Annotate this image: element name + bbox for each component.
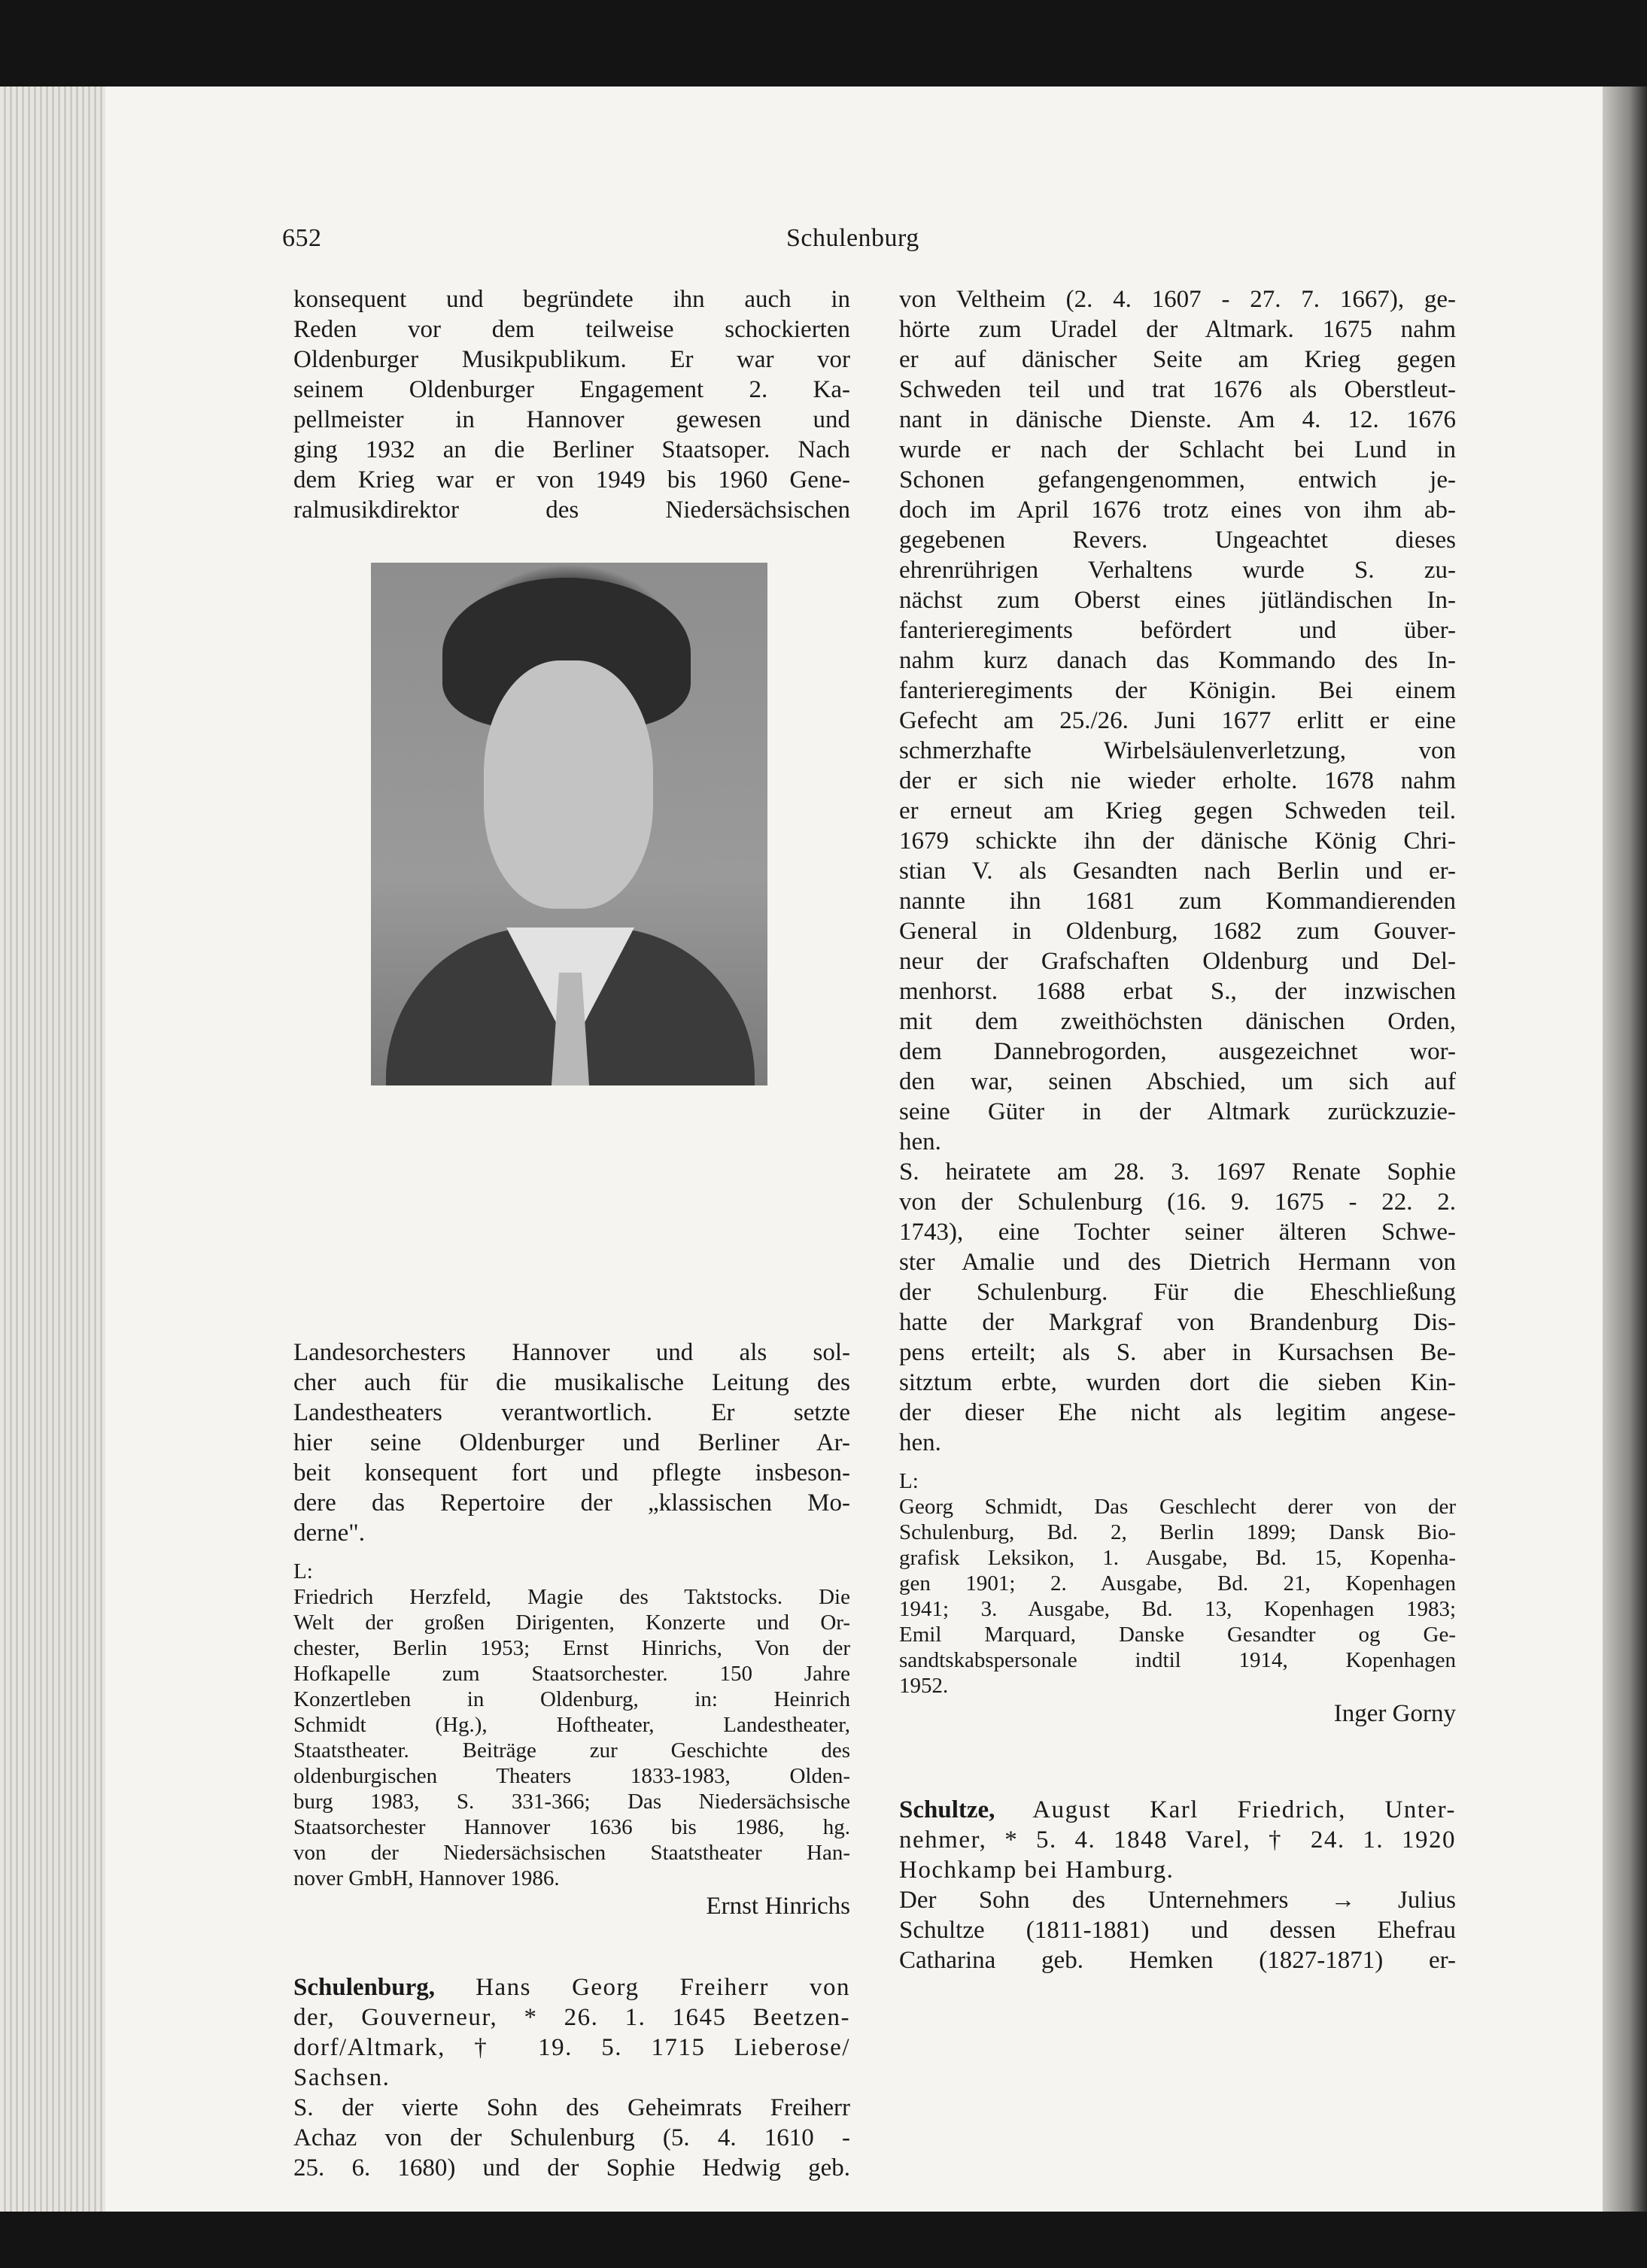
lit-line: Staatsorchester Hannover 1636 bis 1986, hg. bbox=[293, 1815, 850, 1839]
schulenburg-marriage-paragraph bbox=[899, 1157, 1456, 1458]
text-line: Achaz von der Schulenburg (5. 4. 1610 - bbox=[293, 2124, 850, 2151]
text-line: Reden vor dem teilweise schockierten bbox=[293, 316, 850, 343]
text-line: Landestheaters verantwortlich. Er setzte bbox=[293, 1399, 850, 1426]
entry-header-line bbox=[899, 1795, 1456, 1825]
text-line: seinem Oldenburger Engagement 2. Ka- bbox=[293, 376, 850, 403]
entry-header-rest: dorf/Altmark, † 19. 5. 1715 Lieberose/ bbox=[293, 2034, 850, 2061]
text-line: sitztum erbte, wurden dort die sieben Kin- bbox=[899, 1369, 1456, 1396]
text-line: dem Dannebrogorden, ausgezeichnet wor- bbox=[899, 1038, 1456, 1065]
lit-line: oldenburgischen Theaters 1833-1983, Olden- bbox=[293, 1764, 850, 1788]
text-line: Gefecht am 25./26. Juni 1677 erlitt er eine bbox=[899, 707, 1456, 734]
literature-label: L: bbox=[293, 1559, 313, 1583]
author-signature: Ernst Hinrichs bbox=[706, 1893, 850, 1920]
text-line: hier seine Oldenburger und Berliner Ar- bbox=[293, 1429, 850, 1456]
text-line: seine Güter in der Altmark zurückzuzie- bbox=[899, 1098, 1456, 1125]
text-line: Landesorchesters Hannover und als sol- bbox=[293, 1339, 850, 1366]
book-gutter bbox=[1603, 87, 1647, 2212]
lit-line: Schmidt (Hg.), Hoftheater, Landestheater, bbox=[293, 1713, 850, 1737]
text-line: S. heiratete am 28. 3. 1697 Renate Sophie bbox=[899, 1158, 1456, 1186]
photo-face bbox=[484, 660, 653, 909]
schulenburg-entry-continuation bbox=[899, 284, 1456, 1157]
entry-gap bbox=[293, 1921, 850, 1972]
text-line: konsequent und begründete ihn auch in bbox=[293, 286, 850, 313]
text-line: pens erteilt; als S. aber in Kursachsen Be- bbox=[899, 1339, 1456, 1366]
lit-line: 1941; 3. Ausgabe, Bd. 13, Kopenhagen 1983; bbox=[899, 1597, 1456, 1621]
text-line: von Veltheim (2. 4. 1607 - 27. 7. 1667), ge- bbox=[899, 286, 1456, 313]
text-line: Catharina geb. Hemken (1827-1871) er- bbox=[899, 1947, 1456, 1974]
text-line: von der Schulenburg (16. 9. 1675 - 22. 2. bbox=[899, 1189, 1456, 1216]
text-line: doch im April 1676 trotz eines von ihm ab- bbox=[899, 496, 1456, 524]
lit-line: Hofkapelle zum Staatsorchester. 150 Jahre bbox=[293, 1662, 850, 1686]
literature-label: L: bbox=[899, 1469, 919, 1493]
text-line: der Schulenburg. Für die Eheschließung bbox=[899, 1279, 1456, 1306]
text-line: stian V. als Gesandten nach Berlin und er- bbox=[899, 858, 1456, 885]
entry-schultze bbox=[899, 1795, 1456, 1975]
author-signature: Inger Gorny bbox=[1333, 1700, 1456, 1727]
entry-schulenburg bbox=[293, 1972, 850, 2183]
entry-headword: Schulenburg, bbox=[293, 1974, 435, 2001]
lit-line: nover GmbH, Hannover 1986. bbox=[293, 1866, 560, 1890]
lit-line: 1952. bbox=[899, 1674, 949, 1698]
text-line: mit dem zweithöchsten dänischen Orden, bbox=[899, 1008, 1456, 1035]
text-line: 1679 schickte ihn der dänische König Chri- bbox=[899, 827, 1456, 855]
lit-line: gen 1901; 2. Ausgabe, Bd. 21, Kopenhagen bbox=[899, 1571, 1456, 1595]
portrait-photo bbox=[371, 563, 767, 1085]
text-line: ging 1932 an die Berliner Staatsoper. Nach bbox=[293, 436, 850, 463]
entry-header-rest: der, Gouverneur, * 26. 1. 1645 Beetzen- bbox=[293, 2004, 850, 2031]
lit-line: Schulenburg, Bd. 2, Berlin 1899; Dansk Bio- bbox=[899, 1520, 1456, 1544]
right-column bbox=[899, 284, 1456, 1975]
entry-gap bbox=[899, 1729, 1456, 1795]
text-line: Der Sohn des Unternehmers → Julius bbox=[899, 1887, 1456, 1914]
lit-line: grafisk Leksikon, 1. Ausgabe, Bd. 15, Kopenha- bbox=[899, 1546, 1456, 1570]
lit-line: Staatstheater. Beiträge zur Geschichte des bbox=[293, 1738, 850, 1762]
text-line: den war, seinen Abschied, um sich auf bbox=[899, 1068, 1456, 1095]
text-line: der dieser Ehe nicht als legitim angese- bbox=[899, 1399, 1456, 1426]
lit-line: Friedrich Herzfeld, Magie des Taktstocks. Die bbox=[293, 1585, 850, 1609]
page-number: 652 bbox=[282, 224, 322, 252]
text-line: hatte der Markgraf von Brandenburg Dis- bbox=[899, 1309, 1456, 1336]
text-line: General in Oldenburg, 1682 zum Gouver- bbox=[899, 918, 1456, 945]
entry-header-rest: Hochkamp bei Hamburg. bbox=[899, 1857, 1174, 1884]
text-line: nächst zum Oberst eines jütländischen In- bbox=[899, 587, 1456, 614]
text-line: cher auch für die musikalische Leitung des bbox=[293, 1369, 850, 1396]
text-line: hen. bbox=[899, 1429, 941, 1456]
text-line: Schultze (1811-1881) und dessen Ehefrau bbox=[899, 1917, 1456, 1944]
text-line: ralmusikdirektor des Niedersächsischen bbox=[293, 496, 850, 524]
text-line: 25. 6. 1680) und der Sophie Hedwig geb. bbox=[293, 2154, 850, 2181]
text-line: derne". bbox=[293, 1520, 366, 1547]
lit-line: sandtskabspersonale indtil 1914, Kopenhagen bbox=[899, 1648, 1456, 1672]
literature-list bbox=[293, 1584, 850, 1891]
text-line: fanterieregiments befördert und über- bbox=[899, 617, 1456, 644]
book-page-edges bbox=[0, 87, 105, 2212]
lit-line: Konzertleben in Oldenburg, in: Heinrich bbox=[293, 1687, 850, 1711]
herzfeld-entry-continuation bbox=[293, 284, 850, 525]
text-line: Oldenburger Musikpublikum. Er war vor bbox=[293, 346, 850, 373]
text-line: nant in dänische Dienste. Am 4. 12. 1676 bbox=[899, 406, 1456, 433]
text-line: wurde er nach der Schlacht bei Lund in bbox=[899, 436, 1456, 463]
text-line: menhorst. 1688 erbat S., der inzwischen bbox=[899, 978, 1456, 1005]
text-line: er erneut am Krieg gegen Schweden teil. bbox=[899, 797, 1456, 824]
entry-header-rest: nehmer, * 5. 4. 1848 Varel, † 24. 1. 1920 bbox=[899, 1826, 1456, 1854]
entry-header-rest: August Karl Friedrich, Unter- bbox=[995, 1796, 1456, 1823]
lit-line: Georg Schmidt, Das Geschlecht derer von der bbox=[899, 1495, 1456, 1519]
text-line: gegebenen Revers. Ungeachtet dieses bbox=[899, 527, 1456, 554]
lit-line: von der Niedersächsischen Staatstheater Han- bbox=[293, 1841, 850, 1865]
lit-line: chester, Berlin 1953; Ernst Hinrichs, Von der bbox=[293, 1636, 850, 1660]
text-line: fanterieregiments der Königin. Bei einem bbox=[899, 677, 1456, 704]
text-line: ehrenrührigen Verhaltens wurde S. zu- bbox=[899, 557, 1456, 584]
entry-header-line bbox=[293, 1972, 850, 2002]
entry-header-rest: Hans Georg Freiherr von bbox=[434, 1974, 850, 2001]
lit-line: burg 1983, S. 331-366; Das Niedersächsische bbox=[293, 1790, 850, 1814]
text-line: hörte zum Uradel der Altmark. 1675 nahm bbox=[899, 316, 1456, 343]
text-line: 1743), eine Tochter seiner älteren Schwe- bbox=[899, 1219, 1456, 1246]
text-line: beit konsequent fort und pflegte insbeson- bbox=[293, 1459, 850, 1486]
text-line: pellmeister in Hannover gewesen und bbox=[293, 406, 850, 433]
text-line: dem Krieg war er von 1949 bis 1960 Gene- bbox=[293, 466, 850, 493]
text-line: er auf dänischer Seite am Krieg gegen bbox=[899, 346, 1456, 373]
text-line: neur der Grafschaften Oldenburg und Del- bbox=[899, 948, 1456, 975]
entry-headword: Schultze, bbox=[899, 1796, 995, 1823]
text-line: Schonen gefangengenommen, entwich je- bbox=[899, 466, 1456, 493]
text-line: S. der vierte Sohn des Geheimrats Freiherr bbox=[293, 2094, 850, 2121]
running-head: Schulenburg bbox=[786, 224, 919, 252]
literature-list bbox=[899, 1494, 1456, 1699]
text-line: der er sich nie wieder erholte. 1678 nahm bbox=[899, 767, 1456, 794]
text-line: nannte ihn 1681 zum Kommandierenden bbox=[899, 888, 1456, 915]
text-line: schmerzhafte Wirbelsäulenverletzung, von bbox=[899, 737, 1456, 764]
text-line: Schweden teil und trat 1676 als Oberstleut- bbox=[899, 376, 1456, 403]
text-line: ster Amalie und des Dietrich Hermann von bbox=[899, 1249, 1456, 1276]
entry-header-rest: Sachsen. bbox=[293, 2064, 390, 2091]
text-line: dere das Repertoire der „klassischen Mo- bbox=[293, 1489, 850, 1517]
text-line: hen. bbox=[899, 1128, 941, 1155]
lit-line: Welt der großen Dirigenten, Konzerte und Or- bbox=[293, 1611, 850, 1635]
herzfeld-entry-text-after-photo bbox=[293, 1337, 850, 1548]
lit-line: Emil Marquard, Danske Gesandter og Ge- bbox=[899, 1623, 1456, 1647]
text-line: nahm kurz danach das Kommando des In- bbox=[899, 647, 1456, 674]
